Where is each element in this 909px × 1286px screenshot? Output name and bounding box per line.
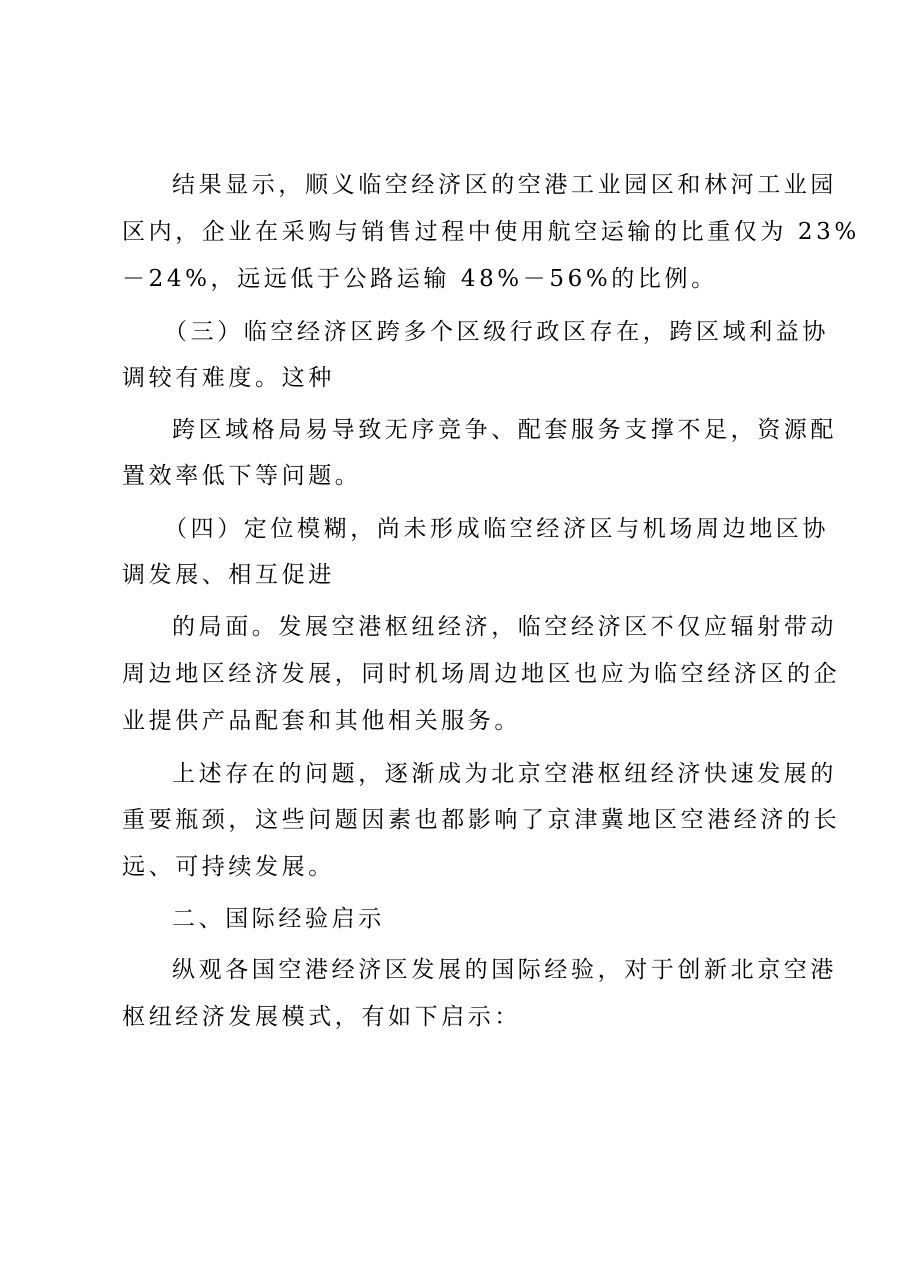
paragraph-2-line-2: 调较有难度。这种: [122, 365, 335, 391]
paragraph-1-line-2: 区内，企业在采购与销售过程中使用航空运输的比重仅为 23%: [122, 219, 860, 245]
paragraph-5-line-2: 周边地区经济发展，同时机场周边地区也应为临空经济区的企: [122, 661, 841, 687]
paragraph-2-line-1: （三）临空经济区跨多个区级行政区存在，跨区域利益协: [164, 319, 829, 345]
paragraph-8-line-2: 枢纽经济发展模式，有如下启示：: [122, 1004, 521, 1030]
paragraph-4-line-1: （四）定位模糊，尚未形成临空经济区与机场周边地区协: [164, 516, 829, 542]
paragraph-4-line-2: 调发展、相互促进: [122, 562, 335, 588]
paragraph-6-line-2: 重要瓶颈，这些问题因素也都影响了京津冀地区空港经济的长: [122, 807, 841, 833]
paragraph-1-line-1: 结果显示，顺义临空经济区的空港工业园区和林河工业园: [172, 172, 837, 198]
paragraph-8-line-1: 纵观各国空港经济区发展的国际经验，对于创新北京空港: [172, 957, 837, 983]
section-heading-international-experience: 二、国际经验启示: [172, 906, 385, 932]
paragraph-3-line-1: 跨区域格局易导致无序竞争、配套服务支撑不足，资源配: [172, 417, 837, 443]
paragraph-6-line-3: 远、可持续发展。: [122, 854, 335, 880]
paragraph-3-line-2: 置效率低下等问题。: [122, 463, 362, 489]
paragraph-6-line-1: 上述存在的问题，逐渐成为北京空港枢纽经济快速发展的: [172, 761, 837, 787]
paragraph-1-line-3: －24%，远远低于公路运输 48%－56%的比例。: [122, 266, 718, 292]
paragraph-5-line-3: 业提供产品配套和其他相关服务。: [122, 708, 521, 734]
paragraph-5-line-1: 的局面。发展空港枢纽经济，临空经济区不仅应辐射带动: [172, 614, 837, 640]
